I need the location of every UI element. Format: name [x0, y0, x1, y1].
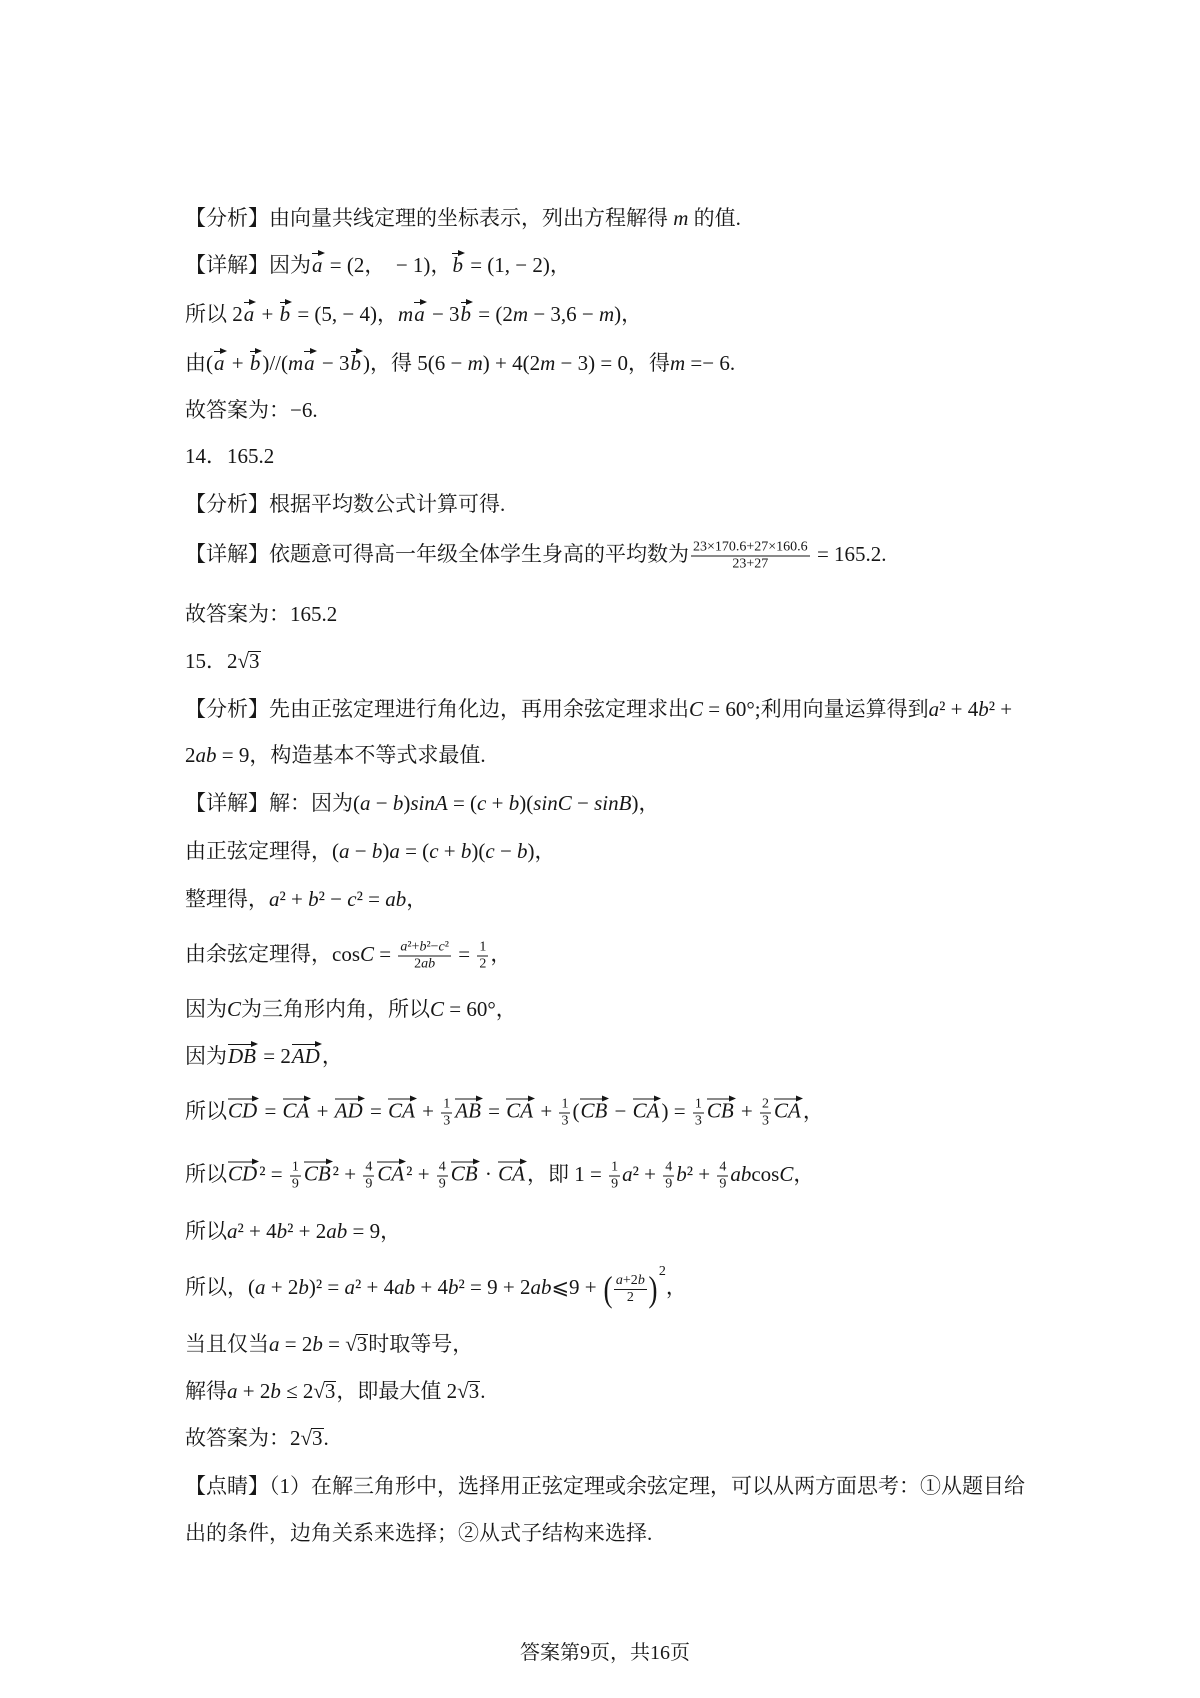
math-expression: cosC =	[332, 941, 397, 966]
math-variable: n	[608, 791, 619, 815]
text-line	[185, 1330, 473, 1358]
math-variable: b	[371, 839, 383, 863]
fraction-denominator: 9	[438, 1176, 446, 1192]
text-run: .	[881, 541, 887, 566]
math-variable: b	[517, 839, 528, 863]
fraction-numerator: 2	[762, 1096, 769, 1112]
text-run: .	[480, 1379, 486, 1403]
math-variable: a	[227, 1219, 238, 1243]
square-root	[457, 1379, 480, 1403]
math-expression: +	[226, 351, 249, 375]
text-run: 【详解】依题意可得高一年级全体学生身高的平均数为	[185, 541, 689, 566]
math-expression: ) =	[661, 1098, 691, 1123]
text-run: 出的条件，边角关系来选择；②从式子结构来选择.	[185, 1521, 653, 1545]
math-expression: +	[735, 1098, 758, 1123]
text-line	[185, 490, 505, 518]
text-run: 所以	[185, 1219, 227, 1243]
text-run: ，	[377, 302, 399, 326]
math-expression: =	[364, 1098, 388, 1123]
text-line	[185, 204, 741, 232]
math-variable: a	[615, 1272, 623, 1288]
text-run: 【详解】因为	[185, 253, 311, 277]
text-run: 所以	[185, 1161, 227, 1186]
math-variable: b	[676, 1161, 687, 1186]
math-expression: C = 60°;	[689, 697, 761, 721]
math-variable: b	[392, 791, 404, 815]
text-run: ，	[380, 1219, 402, 1243]
text-run: .	[312, 398, 318, 422]
math-variable: b	[419, 939, 427, 955]
vector-symbol: CD	[228, 1098, 258, 1123]
math-variable: a	[344, 1274, 355, 1299]
text-run: ，	[430, 253, 452, 277]
math-expression: +	[416, 1098, 440, 1123]
math-expression: a² + 4b² + 2ab = 9	[227, 1219, 381, 1243]
math-variable: a	[255, 1274, 266, 1299]
vector-symbol: a	[414, 302, 425, 326]
math-expression: =	[259, 1098, 282, 1123]
vector-symbol: DB	[228, 1044, 256, 1068]
math-expression: = (5, − 4)	[292, 302, 378, 326]
fraction-numerator: 4	[719, 1159, 727, 1175]
vector-symbol: CA	[388, 1098, 415, 1123]
text-run: 整理得，	[185, 887, 269, 911]
math-expression	[227, 997, 241, 1021]
radicand: 3	[312, 1426, 323, 1450]
math-expression: = (2， − 1)	[324, 253, 431, 277]
text-run: ，	[665, 1274, 687, 1299]
math-variable: c	[429, 839, 439, 863]
math-variable: c	[485, 839, 495, 863]
math-expression: (a − b)sinA = (c + b)(sinC − sinB)	[353, 791, 639, 815]
vector-symbol: a	[312, 253, 323, 277]
math-variable: c	[477, 791, 487, 815]
math-variable: b	[270, 1379, 281, 1403]
math-variable: C	[227, 997, 242, 1021]
math-variable: a	[360, 791, 371, 815]
fraction	[760, 1097, 771, 1130]
math-variable: i	[541, 791, 548, 815]
fraction-numerator: a²+b²−c²	[400, 939, 449, 955]
math-variable: B	[618, 791, 632, 815]
math-expression: −	[609, 1098, 632, 1123]
math-variable: a	[195, 743, 206, 767]
math-expression: +	[256, 302, 279, 326]
text-run: ，得	[370, 351, 418, 375]
vector-symbol: b	[279, 302, 291, 326]
fraction-numerator: 1	[443, 1096, 451, 1112]
text-run: ，即最大值	[336, 1379, 447, 1403]
math-expression: =	[482, 1098, 506, 1123]
math-variable: m	[673, 206, 689, 230]
math-expression: − 3	[426, 302, 460, 326]
fraction	[691, 540, 810, 573]
text-run: 【分析】先由正弦定理进行角化边，再用余弦定理求出	[185, 697, 689, 721]
text-run: .	[323, 1426, 329, 1450]
math-variable: a	[928, 697, 940, 721]
fraction-numerator: 4	[438, 1159, 446, 1175]
math-expression: abcosC	[730, 1161, 794, 1186]
text-run: 由余弦定理得，	[185, 941, 332, 966]
math-variable: s	[533, 791, 542, 815]
math-expression	[398, 302, 413, 326]
fraction-denominator: 2	[626, 1289, 634, 1305]
text-run: ，得	[627, 351, 670, 375]
math-variable: a	[622, 1161, 633, 1186]
math-variable: a	[400, 939, 408, 955]
math-expression: = (1, − 2)	[464, 253, 550, 277]
text-run: 时取等号，	[368, 1332, 474, 1356]
math-expression: 2	[232, 302, 243, 326]
math-variable: C	[360, 941, 375, 966]
fraction	[663, 1160, 674, 1193]
math-variable: s	[410, 791, 419, 815]
text-run: 15．	[185, 649, 227, 673]
fraction	[437, 1160, 448, 1193]
fraction	[441, 1097, 452, 1130]
fraction-numerator: 1	[479, 939, 487, 955]
vector-symbol: b	[460, 302, 472, 326]
text-run: 由	[185, 351, 206, 375]
math-variable: m	[512, 302, 529, 326]
page-footer: 答案第9页，共16页	[520, 1642, 690, 1664]
math-expression: 2ab = 9	[185, 743, 250, 767]
fraction-numerator: 4	[365, 1159, 373, 1175]
text-run: ，	[802, 1098, 824, 1123]
math-expression: a + 2b ≤ 2	[227, 1379, 314, 1403]
math-expression: a² +	[622, 1161, 662, 1186]
vector-symbol: CB	[580, 1098, 608, 1123]
math-expression: a² + b² − c² = ab	[269, 887, 407, 911]
math-variable: b	[298, 1274, 309, 1299]
text-run: ，	[638, 791, 660, 815]
math-variable: b	[206, 743, 217, 767]
text-line	[185, 1519, 652, 1547]
math-variable: i	[418, 791, 425, 815]
text-run: 为三角形内角，所以	[241, 997, 431, 1021]
math-variable: b	[978, 697, 989, 721]
fraction-numerator: 1	[694, 1096, 702, 1112]
text-run: 所以，	[185, 1274, 248, 1299]
vector-symbol: CA	[774, 1098, 801, 1123]
text-line	[185, 300, 642, 328]
fraction-numerator: 23×170.6+27×160.6	[693, 539, 808, 555]
math-variable: b	[336, 1219, 348, 1243]
text-line	[185, 1217, 401, 1245]
text-run: 【点睛】（1）在解三角形中，选择用正弦定理或余弦定理，可以从两方面思考：①从题目给	[185, 1474, 1025, 1498]
square-root	[238, 649, 261, 673]
vector-symbol: CA	[498, 1161, 525, 1186]
math-variable: n	[547, 791, 558, 815]
text-line	[185, 600, 337, 628]
text-line	[185, 885, 427, 913]
math-expression: −6	[290, 398, 313, 422]
text-run: 故答案为：165.2	[185, 602, 338, 626]
vector-symbol: b	[350, 351, 362, 375]
vector-symbol: CA	[282, 1098, 310, 1123]
fraction-numerator: 1	[561, 1096, 569, 1112]
text-line	[185, 1377, 485, 1405]
text-line	[185, 396, 318, 424]
math-expression: =	[452, 941, 476, 966]
math-variable: b	[404, 1274, 416, 1299]
text-run: 因为	[185, 1044, 227, 1068]
fraction	[609, 1160, 620, 1193]
text-run: ，即	[526, 1161, 575, 1186]
text-run: 【分析】由向量共线定理的坐标表示，列出方程解得	[185, 206, 674, 230]
text-line	[185, 647, 261, 675]
text-run: ，	[793, 1161, 815, 1186]
math-variable: a	[389, 839, 400, 863]
text-line	[185, 995, 517, 1023]
math-variable: c	[438, 939, 445, 955]
fraction-denominator: 2ab	[414, 956, 436, 972]
text-run: 【分析】根据平均数公式计算可得.	[185, 492, 506, 516]
text-run: .	[729, 351, 736, 375]
text-run: 故答案为：	[185, 398, 290, 422]
radicand: 3	[356, 1332, 368, 1356]
text-line	[185, 1042, 343, 1070]
text-run: ，	[406, 887, 428, 911]
math-variable: m	[398, 302, 414, 326]
math-expression: = (2m − 3,6 − m)	[473, 302, 622, 326]
text-run: ，	[495, 997, 517, 1021]
text-line	[185, 442, 274, 470]
math-variable: m	[669, 351, 686, 375]
math-variable: b	[276, 1219, 288, 1243]
fraction	[363, 1160, 374, 1193]
square-root	[301, 1426, 324, 1450]
fraction-denominator: 3	[762, 1113, 769, 1129]
vector-symbol: CA	[506, 1098, 534, 1123]
text-run: ，	[321, 1044, 343, 1068]
vector-symbol: CA	[632, 1098, 660, 1123]
math-expression: (	[206, 351, 213, 375]
text-run: ，	[549, 253, 571, 277]
math-variable: b	[508, 791, 520, 815]
math-variable: b	[308, 887, 319, 911]
math-expression	[673, 206, 688, 230]
text-run: ，	[534, 839, 556, 863]
text-run: 14．165.2	[185, 444, 275, 468]
math-variable: b	[395, 887, 407, 911]
radicand: 3	[249, 649, 260, 673]
math-variable: a	[385, 887, 396, 911]
text-line	[185, 837, 556, 865]
vector-symbol: CB	[450, 1161, 478, 1186]
math-variable: C	[557, 791, 572, 815]
vector-symbol: a	[304, 351, 315, 375]
fraction-denominator: 9	[719, 1176, 727, 1192]
fraction	[693, 1097, 704, 1130]
fraction-numerator: 4	[665, 1159, 673, 1175]
fraction	[559, 1097, 570, 1130]
text-line	[185, 940, 511, 973]
math-variable: a	[339, 839, 350, 863]
math-variable: b	[460, 839, 472, 863]
math-expression: )//(m	[262, 351, 304, 375]
fraction	[614, 1273, 647, 1306]
text-run: 利用向量运算得到	[760, 697, 929, 721]
fraction-denominator: 9	[291, 1176, 299, 1192]
math-expression: b² +	[676, 1161, 716, 1186]
math-expression: 5(6 − m) + 4(2m − 3) = 0	[417, 351, 628, 375]
vector-symbol: CD	[228, 1161, 258, 1186]
text-line	[185, 1472, 1025, 1500]
text-run: 因为	[185, 997, 227, 1021]
math-variable: a	[326, 1219, 337, 1243]
math-variable: c	[347, 887, 357, 911]
math-expression: ² =	[259, 1161, 288, 1186]
math-variable: a	[227, 1379, 238, 1403]
math-expression: 2	[290, 1426, 301, 1450]
text-line	[185, 695, 1012, 723]
text-line	[185, 789, 659, 817]
text-run: ，	[490, 941, 512, 966]
math-variable: m	[540, 351, 556, 375]
parenthesized-fraction	[602, 1270, 659, 1308]
math-expression: C = 60°	[430, 997, 496, 1021]
vector-symbol: b	[249, 351, 261, 375]
math-variable: C	[779, 1161, 794, 1186]
math-variable: s	[594, 791, 603, 815]
text-run: ，构造基本不等式求最值.	[249, 743, 486, 767]
math-variable: m	[288, 351, 304, 375]
text-run: 的值.	[688, 206, 741, 230]
fraction	[717, 1160, 728, 1193]
fraction-numerator: 1	[291, 1159, 299, 1175]
math-variable: b	[447, 1274, 459, 1299]
text-line	[185, 251, 571, 279]
math-expression: (a + 2b)² = a² + 4ab + 4b² = 9 + 2ab⩽9 +	[248, 1274, 602, 1299]
math-variable: a	[269, 1332, 280, 1356]
math-variable: b	[428, 956, 436, 972]
fraction	[477, 940, 488, 973]
text-run: 由正弦定理得，	[185, 839, 332, 863]
fraction	[398, 940, 451, 973]
math-expression: ·	[479, 1161, 498, 1186]
radicand: 3	[324, 1379, 336, 1403]
vector-symbol: CB	[706, 1098, 734, 1123]
math-expression: = 2	[258, 1044, 291, 1068]
superscript: 2	[658, 1263, 666, 1279]
text-run: 解得	[185, 1379, 227, 1403]
text-line	[185, 540, 887, 573]
fraction-denominator: 3	[443, 1113, 451, 1129]
math-expression: 1 =	[574, 1161, 608, 1186]
vector-symbol: AD	[291, 1044, 320, 1068]
fraction-denominator: 9	[611, 1176, 619, 1192]
math-variable: a	[730, 1161, 741, 1186]
math-expression: a = 2b =	[269, 1332, 346, 1356]
fraction-denominator: 23+27	[732, 556, 769, 572]
math-expression: (a − b)a = (c + b)(c − b)	[332, 839, 535, 863]
vector-symbol: AB	[455, 1098, 481, 1123]
math-variable: C	[689, 697, 704, 721]
radicand: 3	[468, 1379, 480, 1403]
text-run: 故答案为：	[185, 1426, 290, 1450]
math-expression: +	[311, 1098, 334, 1123]
math-expression: = 165.2	[811, 541, 882, 566]
text-line	[185, 1263, 687, 1308]
math-variable: i	[602, 791, 609, 815]
math-variable: m	[467, 351, 483, 375]
vector-symbol: a	[243, 302, 255, 326]
text-line	[185, 349, 735, 377]
math-expression: ² +	[406, 1161, 435, 1186]
math-variable: a	[421, 956, 429, 972]
math-expression: − 3	[316, 351, 350, 375]
vector-symbol: CA	[377, 1161, 405, 1186]
text-line	[185, 1160, 814, 1193]
fraction-denominator: 2	[479, 956, 487, 972]
text-run: 所以	[185, 302, 233, 326]
text-line	[185, 1424, 329, 1452]
vector-symbol: a	[214, 351, 225, 375]
text-run: 所以	[185, 1098, 227, 1123]
math-variable: a	[530, 1274, 541, 1299]
math-expression: )	[363, 351, 371, 375]
fraction-denominator: 3	[561, 1113, 569, 1129]
math-variable: b	[637, 1272, 645, 1288]
math-expression: a² + 4b² +	[928, 697, 1013, 721]
math-variable: b	[540, 1274, 552, 1299]
math-expression: ² +	[332, 1161, 362, 1186]
math-variable: b	[312, 1332, 323, 1356]
math-expression: (	[572, 1098, 580, 1123]
text-run: ，	[621, 302, 643, 326]
math-variable: a	[269, 887, 280, 911]
vector-symbol: b	[452, 253, 463, 277]
text-line	[185, 1097, 824, 1130]
math-variable: n	[424, 791, 435, 815]
text-run: 当且仅当	[185, 1332, 269, 1356]
fraction-numerator: ( a+2b	[615, 1272, 645, 1288]
vector-symbol: AD	[334, 1098, 363, 1123]
math-expression: m =− 6	[669, 351, 730, 375]
math-variable: A	[434, 791, 448, 815]
math-variable: C	[430, 997, 445, 1021]
text-line	[185, 741, 486, 769]
math-variable: a	[394, 1274, 405, 1299]
math-expression: 2	[227, 649, 238, 673]
square-root	[345, 1332, 368, 1356]
math-expression: 2	[446, 1379, 458, 1403]
fraction	[290, 1160, 301, 1193]
fraction-numerator: 1	[611, 1159, 619, 1175]
fraction-denominator: 9	[665, 1176, 673, 1192]
math-variable: m	[599, 302, 615, 326]
vector-symbol: CB	[303, 1161, 331, 1186]
square-root	[313, 1379, 336, 1403]
fraction-denominator: 9	[365, 1176, 373, 1192]
math-variable: b	[740, 1161, 752, 1186]
math-expression: +	[535, 1098, 558, 1123]
text-run: 【详解】解：因为	[185, 791, 353, 815]
fraction-denominator: 3	[694, 1113, 702, 1129]
